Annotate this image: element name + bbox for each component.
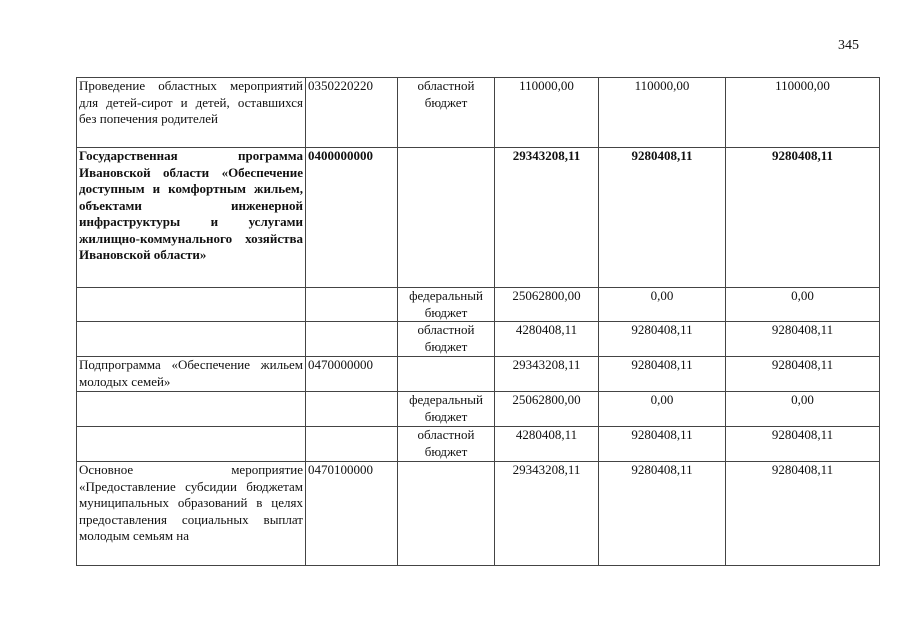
target-code-cell bbox=[306, 288, 398, 322]
amount-cell: 29343208,11 bbox=[495, 148, 599, 288]
target-code-cell bbox=[306, 392, 398, 427]
amount-cell: 9280408,11 bbox=[599, 427, 726, 462]
amount-cell: 29343208,11 bbox=[495, 462, 599, 566]
funding-source-cell: областной бюджет bbox=[398, 322, 495, 357]
target-code-cell: 0470100000 bbox=[306, 462, 398, 566]
amount-cell: 110000,00 bbox=[726, 78, 880, 148]
amount-cell: 9280408,11 bbox=[726, 357, 880, 392]
amount-cell: 110000,00 bbox=[599, 78, 726, 148]
amount-cell: 0,00 bbox=[599, 392, 726, 427]
amount-cell: 0,00 bbox=[726, 288, 880, 322]
funding-source-cell: федеральный бюджет bbox=[398, 392, 495, 427]
table-row bbox=[77, 462, 880, 566]
program-name-cell: Основное мероприятие «Предоставление субсидии бюджетам муниципальных образований в целях предоставления социальных выплат молодым семьям на bbox=[77, 462, 306, 566]
amount-cell: 25062800,00 bbox=[495, 288, 599, 322]
amount-cell: 9280408,11 bbox=[599, 322, 726, 357]
table-row bbox=[77, 427, 880, 462]
program-name-cell bbox=[77, 322, 306, 357]
amount-cell: 9280408,11 bbox=[726, 148, 880, 288]
amount-cell: 9280408,11 bbox=[599, 148, 726, 288]
amount-cell: 29343208,11 bbox=[495, 357, 599, 392]
amount-cell: 9280408,11 bbox=[726, 462, 880, 566]
page-number: 345 bbox=[838, 38, 859, 53]
table-row bbox=[77, 78, 880, 148]
target-code-cell: 0470000000 bbox=[306, 357, 398, 392]
amount-cell: 9280408,11 bbox=[726, 322, 880, 357]
program-name-cell bbox=[77, 427, 306, 462]
table-row bbox=[77, 392, 880, 427]
program-name-cell bbox=[77, 392, 306, 427]
amount-cell: 110000,00 bbox=[495, 78, 599, 148]
funding-source-cell bbox=[398, 462, 495, 566]
target-code-cell: 0350220220 bbox=[306, 78, 398, 148]
amount-cell: 0,00 bbox=[726, 392, 880, 427]
table-row bbox=[77, 288, 880, 322]
budget-table bbox=[76, 77, 880, 566]
amount-cell: 4280408,11 bbox=[495, 322, 599, 357]
amount-cell: 4280408,11 bbox=[495, 427, 599, 462]
target-code-cell bbox=[306, 427, 398, 462]
amount-cell: 9280408,11 bbox=[599, 357, 726, 392]
funding-source-cell: областной бюджет bbox=[398, 427, 495, 462]
amount-cell: 0,00 bbox=[599, 288, 726, 322]
program-name-cell bbox=[77, 288, 306, 322]
program-name-cell: Проведение областных мероприятий для детей-сирот и детей, оставшихся без попечения родителей bbox=[77, 78, 306, 148]
table-row bbox=[77, 148, 880, 288]
program-name-cell: Подпрограмма «Обеспечение жильем молодых семей» bbox=[77, 357, 306, 392]
funding-source-cell bbox=[398, 357, 495, 392]
amount-cell: 25062800,00 bbox=[495, 392, 599, 427]
amount-cell: 9280408,11 bbox=[726, 427, 880, 462]
funding-source-cell: областной бюджет bbox=[398, 78, 495, 148]
target-code-cell bbox=[306, 322, 398, 357]
program-name-cell: Государственная программа Ивановской области «Обеспечение доступным и комфортным жильем, объектами инженерной инфраструктуры и услугами жилищно-коммунального хозяйства Ивановской области» bbox=[77, 148, 306, 288]
funding-source-cell: федеральный бюджет bbox=[398, 288, 495, 322]
table-row bbox=[77, 322, 880, 357]
funding-source-cell bbox=[398, 148, 495, 288]
target-code-cell: 0400000000 bbox=[306, 148, 398, 288]
table-row bbox=[77, 357, 880, 392]
amount-cell: 9280408,11 bbox=[599, 462, 726, 566]
